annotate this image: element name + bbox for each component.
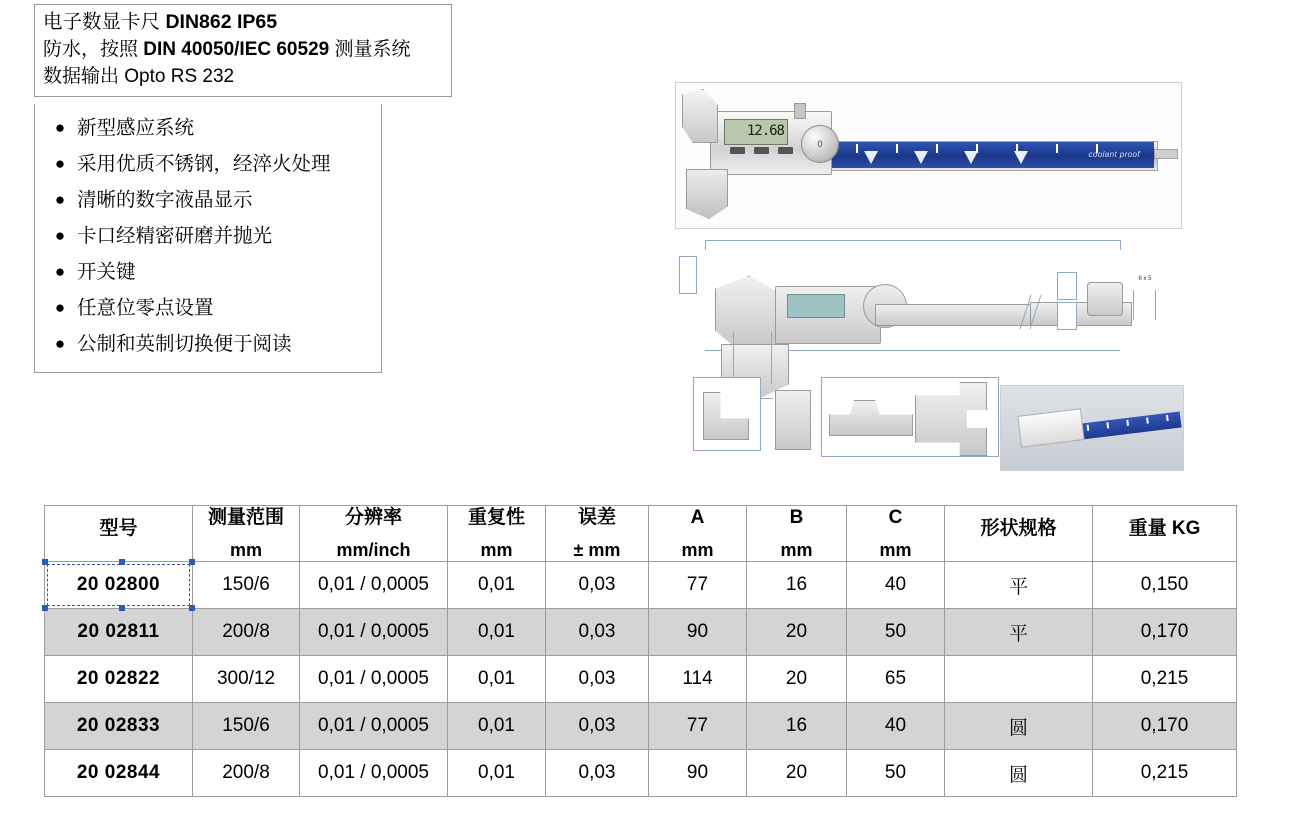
cell-repeatability: 0,01 <box>448 750 546 797</box>
cell-range: 150/6 <box>193 703 300 750</box>
cell-repeatability: 0,01 <box>448 609 546 656</box>
caliper-upper-jaw <box>682 89 718 143</box>
selection-handle-br[interactable] <box>189 605 195 611</box>
cell-error: 0,03 <box>546 750 649 797</box>
feature-label: 新型感应系统 <box>77 117 195 139</box>
cell-resolution: 0,01 / 0,0005 <box>300 656 448 703</box>
model-prefix: 20 <box>76 668 99 690</box>
cell-shape <box>945 656 1093 703</box>
lcd-value: 12.68 <box>746 123 784 139</box>
cell-weight: 0,215 <box>1093 750 1237 797</box>
cell-range: 300/12 <box>193 656 300 703</box>
table-header-row <box>45 506 1237 562</box>
column-header-resolution <box>300 506 448 562</box>
detail-data-port <box>1087 282 1123 316</box>
header-unit: mm <box>681 539 714 560</box>
header-unit: mm <box>229 539 262 560</box>
cell-a: 114 <box>649 656 747 703</box>
model-prefix: 20 <box>76 762 99 784</box>
table-row[interactable] <box>45 562 1237 609</box>
cell-repeatability: 0,01 <box>448 562 546 609</box>
header-unit: ± mm <box>573 539 621 560</box>
title-waterproof-prefix: 防水，按照 <box>43 39 139 60</box>
feature-label: 清晰的数字液晶显示 <box>77 189 253 211</box>
table-row[interactable] <box>45 656 1237 703</box>
bullet-icon: ● <box>54 190 66 209</box>
detail-box-1 <box>1057 272 1077 300</box>
caliper-lock-knob: 0 <box>801 125 839 163</box>
cell-a: 90 <box>649 609 747 656</box>
model-prefix: 20 <box>76 715 99 737</box>
selection-handle-tc[interactable] <box>119 559 125 565</box>
cell-model[interactable] <box>45 656 193 703</box>
list-item <box>35 146 381 182</box>
header-unit: mm <box>780 539 813 560</box>
cell-a: 77 <box>649 562 747 609</box>
product-title-box <box>34 4 452 97</box>
list-item <box>35 218 381 254</box>
column-header-shape <box>945 506 1093 562</box>
caliper-lcd-display <box>724 119 788 145</box>
cell-c: 40 <box>847 703 945 750</box>
table-row[interactable] <box>45 750 1237 797</box>
header-unit: mm/inch <box>336 539 411 560</box>
caliper-brand-text: coolant proof <box>1088 150 1140 159</box>
bullet-icon: ● <box>54 334 66 353</box>
model-suffix: 02833 <box>104 715 161 737</box>
column-header-repeatability <box>448 506 546 562</box>
caliper-thumb-roller <box>794 103 806 119</box>
bullet-icon: ● <box>54 226 66 245</box>
specification-table <box>44 505 1237 797</box>
cell-weight: 0,170 <box>1093 609 1237 656</box>
detail-dim-label: 6 x 5 <box>1127 276 1163 290</box>
cell-model[interactable] <box>45 703 193 750</box>
cell-c: 65 <box>847 656 945 703</box>
header-label: 重量 KG <box>1128 518 1201 540</box>
cell-model[interactable] <box>45 609 193 656</box>
cell-error: 0,03 <box>546 656 649 703</box>
cell-repeatability: 0,01 <box>448 703 546 750</box>
cell-resolution: 0,01 / 0,0005 <box>300 750 448 797</box>
title-measuring-system: 测量系统 <box>334 39 411 60</box>
title-product-name: 电子数显卡尺 <box>43 11 161 33</box>
cell-error: 0,03 <box>546 609 649 656</box>
column-header-b <box>747 506 847 562</box>
header-label: 测量范围 <box>207 507 284 528</box>
title-line-3: 数据输出 Opto RS 232 <box>43 66 235 87</box>
cell-a: 77 <box>649 703 747 750</box>
cell-model[interactable] <box>45 750 193 797</box>
caliper-lower-jaw <box>686 169 728 219</box>
column-header-model <box>45 506 193 562</box>
header-label: 重复性 <box>467 507 525 528</box>
model-prefix: 20 <box>76 574 99 596</box>
cell-shape: 平 <box>945 562 1093 609</box>
table-row[interactable] <box>45 703 1237 750</box>
caliper-blue-scale <box>796 142 1154 168</box>
header-label: 形状规格 <box>980 518 1057 540</box>
caliper-button-right <box>778 147 793 154</box>
cell-weight: 0,170 <box>1093 703 1237 750</box>
cell-b: 20 <box>747 609 847 656</box>
cell-b: 20 <box>747 750 847 797</box>
bullet-icon: ● <box>54 154 66 173</box>
model-suffix: 02800 <box>104 574 161 596</box>
drawing-lcd <box>787 294 845 318</box>
list-item <box>35 290 381 326</box>
cell-resolution: 0,01 / 0,0005 <box>300 562 448 609</box>
selection-handle-tl[interactable] <box>42 559 48 565</box>
product-photo-caliper <box>675 82 1182 229</box>
header-unit: mm <box>879 539 912 560</box>
selection-handle-bl[interactable] <box>42 605 48 611</box>
cell-shape: 平 <box>945 609 1093 656</box>
feature-list <box>34 104 382 373</box>
cell-error: 0,03 <box>546 703 649 750</box>
list-item <box>35 254 381 290</box>
table-row[interactable] <box>45 609 1237 656</box>
cell-shape: 圆 <box>945 703 1093 750</box>
header-label: 分辨率 <box>344 507 402 528</box>
dimension-box-left <box>679 256 697 294</box>
cell-b: 16 <box>747 562 847 609</box>
jaw-detail-2-shape <box>775 390 811 450</box>
feature-label: 任意位零点设置 <box>77 297 214 319</box>
list-item <box>35 110 381 146</box>
selection-handle-bc[interactable] <box>119 605 125 611</box>
cell-resolution: 0,01 / 0,0005 <box>300 609 448 656</box>
title-standard: DIN862 IP65 <box>165 11 278 33</box>
cell-resolution: 0,01 / 0,0005 <box>300 703 448 750</box>
cell-error: 0,03 <box>546 562 649 609</box>
title-line-1 <box>43 9 443 36</box>
cell-b: 16 <box>747 703 847 750</box>
feature-label: 采用优质不锈钢，经淬火处理 <box>77 153 331 175</box>
cell-weight: 0,215 <box>1093 656 1237 703</box>
header-label: C <box>888 507 903 528</box>
model-suffix: 02811 <box>105 621 160 643</box>
header-label: B <box>789 507 804 528</box>
specification-table-wrapper <box>44 505 1236 797</box>
title-line-2 <box>43 36 443 63</box>
feature-label: 开关键 <box>77 261 136 283</box>
model-prefix: 20 <box>77 621 100 643</box>
caliper-button-left <box>730 147 745 154</box>
column-header-range <box>193 506 300 562</box>
selection-handle-tr[interactable] <box>189 559 195 565</box>
cell-b: 20 <box>747 656 847 703</box>
header-unit: mm <box>480 539 513 560</box>
cell-range: 150/6 <box>193 562 300 609</box>
cell-weight: 0,150 <box>1093 562 1237 609</box>
header-label: 型号 <box>99 518 138 540</box>
detail-box-2 <box>1057 302 1077 330</box>
bullet-icon: ● <box>54 118 66 137</box>
column-header-error <box>546 506 649 562</box>
cell-c: 50 <box>847 609 945 656</box>
feature-label: 卡口经精密研磨并抛光 <box>77 225 273 247</box>
cell-range: 200/8 <box>193 609 300 656</box>
model-suffix: 02844 <box>104 762 161 784</box>
cell-shape: 圆 <box>945 750 1093 797</box>
model-suffix: 02822 <box>104 668 161 690</box>
bullet-icon: ● <box>54 298 66 317</box>
cell-range: 200/8 <box>193 750 300 797</box>
list-item <box>35 182 381 218</box>
cell-model[interactable] <box>45 562 193 609</box>
detail-photo-body <box>1017 408 1084 448</box>
product-photo-detail <box>1000 385 1184 471</box>
header-label: 误差 <box>577 507 616 528</box>
caliper-depth-rod <box>1154 149 1178 159</box>
cell-c: 50 <box>847 750 945 797</box>
column-header-a <box>649 506 747 562</box>
cell-a: 90 <box>649 750 747 797</box>
feature-label: 公制和英制切换便于阅读 <box>77 333 292 355</box>
header-label: A <box>690 507 705 528</box>
column-header-c <box>847 506 945 562</box>
drawing-upper-jaw <box>715 276 777 346</box>
detail-photo-scale <box>1072 411 1181 440</box>
title-norm-code: DIN 40050/IEC 60529 <box>143 39 330 60</box>
cell-repeatability: 0,01 <box>448 656 546 703</box>
caliper-button-mid <box>754 147 769 154</box>
bullet-icon: ● <box>54 262 66 281</box>
list-item <box>35 326 381 362</box>
column-header-weight <box>1093 506 1237 562</box>
cell-c: 40 <box>847 562 945 609</box>
